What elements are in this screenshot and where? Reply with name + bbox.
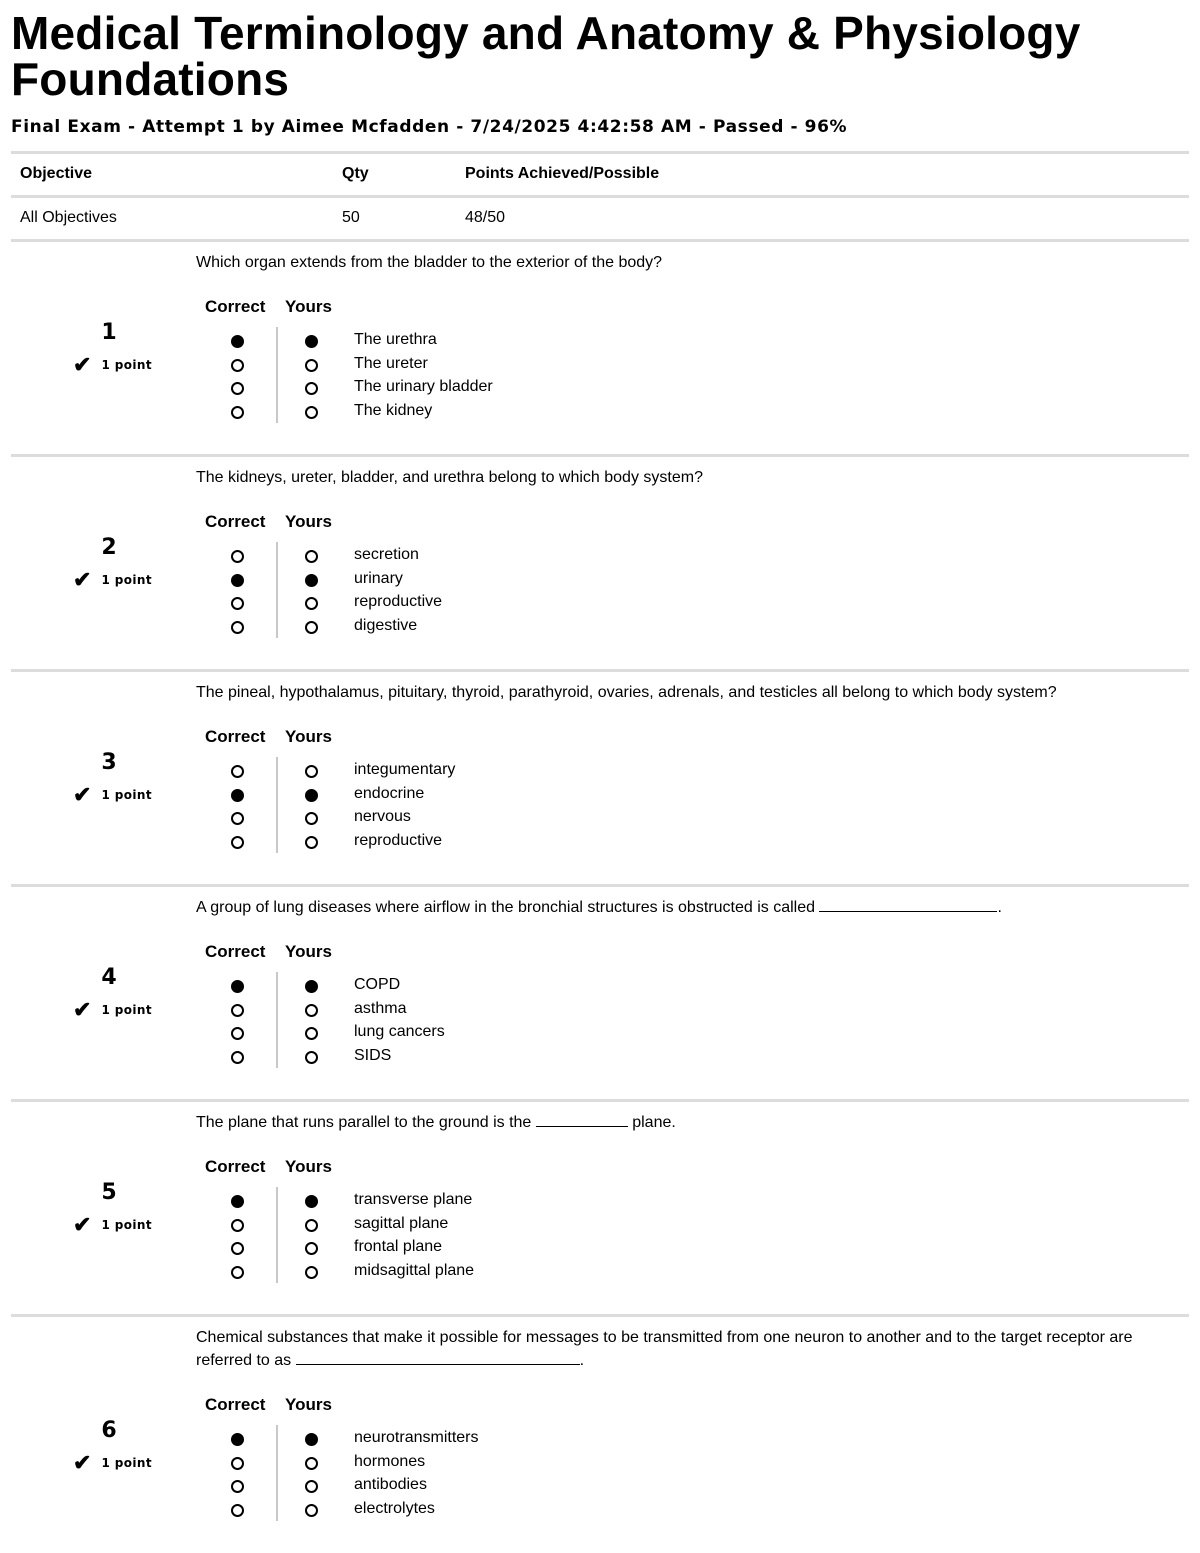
correct-radio xyxy=(231,1504,244,1517)
answer-text: integumentary xyxy=(354,761,456,778)
correct-radio xyxy=(231,1457,244,1470)
correct-radio-selected xyxy=(231,1433,244,1446)
correct-radio xyxy=(231,812,244,825)
yours-radio xyxy=(305,621,318,634)
yours-radio xyxy=(305,1027,318,1040)
question-score xyxy=(73,784,152,806)
correct-radio xyxy=(231,836,244,849)
question-block xyxy=(11,454,1189,669)
yours-column-header: Yours xyxy=(285,727,332,746)
yours-radio xyxy=(305,1504,318,1517)
answer-option xyxy=(196,975,796,999)
correct-radio xyxy=(231,621,244,634)
objective-name: All Objectives xyxy=(20,209,117,226)
answer-list xyxy=(196,975,796,1069)
answer-text: sagittal plane xyxy=(354,1214,449,1232)
yours-column-header: Yours xyxy=(285,512,332,531)
yours-radio xyxy=(305,382,318,395)
answer-text: transverse plane xyxy=(354,1191,473,1208)
question-number: 1 xyxy=(101,320,117,345)
answer-option xyxy=(196,1452,796,1476)
answer-list xyxy=(196,330,796,424)
answer-list xyxy=(196,1190,796,1284)
question-text-part: The pineal, hypothalamus, pituitary, thyroid, parathyroid, ovaries, adrenals, and testicles all belong to which body system? xyxy=(196,684,1057,701)
yours-radio xyxy=(305,1480,318,1493)
objectives-row xyxy=(11,195,1189,239)
correct-radio xyxy=(231,1219,244,1232)
answer-option xyxy=(196,545,796,569)
answer-option xyxy=(196,401,796,425)
yours-column-header: Yours xyxy=(285,1395,332,1414)
points-label: 1 point xyxy=(101,1456,152,1470)
answer-text: COPD xyxy=(354,976,401,993)
correct-column-header: Correct xyxy=(205,1395,266,1414)
answer-list xyxy=(196,760,796,854)
yours-radio xyxy=(305,550,318,563)
yours-radio xyxy=(305,597,318,610)
attempt-summary: Final Exam - Attempt 1 by Aimee Mcfadden - 7/24/2025 4:42:58 AM - Passed - 96% xyxy=(11,117,848,137)
yours-column-header: Yours xyxy=(285,1157,332,1176)
fill-in-blank xyxy=(819,898,997,912)
question-score xyxy=(73,1214,152,1236)
answer-option xyxy=(196,330,796,354)
answer-text: antibodies xyxy=(354,1476,427,1493)
question-number: 4 xyxy=(101,965,117,990)
correct-radio xyxy=(231,382,244,395)
correct-radio-selected xyxy=(231,789,244,802)
checkmark-icon: ✔ xyxy=(73,1450,92,1475)
answer-option xyxy=(196,354,796,378)
yours-radio-selected xyxy=(305,789,318,802)
answer-text: neurotransmitters xyxy=(354,1429,479,1446)
checkmark-icon: ✔ xyxy=(73,1212,92,1237)
answer-option xyxy=(196,1237,796,1261)
points-label: 1 point xyxy=(101,573,152,587)
correct-radio xyxy=(231,1004,244,1017)
answer-text: SIDS xyxy=(354,1046,392,1064)
answer-text: electrolytes xyxy=(354,1499,435,1517)
answer-option xyxy=(196,377,796,401)
question-number: 6 xyxy=(101,1418,117,1443)
correct-radio xyxy=(231,765,244,778)
answer-text: reproductive xyxy=(354,593,443,610)
answer-text: hormones xyxy=(354,1452,426,1470)
answer-option xyxy=(196,1190,796,1214)
points-label: 1 point xyxy=(101,358,152,372)
answer-option xyxy=(196,569,796,593)
correct-radio xyxy=(231,359,244,372)
correct-column-header: Correct xyxy=(205,942,266,961)
answer-option xyxy=(196,1214,796,1238)
answer-text: endocrine xyxy=(354,784,425,802)
question-number: 5 xyxy=(101,1180,117,1205)
checkmark-icon: ✔ xyxy=(73,782,92,807)
yours-radio-selected xyxy=(305,1433,318,1446)
question-score xyxy=(73,999,152,1021)
correct-radio-selected xyxy=(231,980,244,993)
correct-radio-selected xyxy=(231,574,244,587)
question-text-part: The kidneys, ureter, bladder, and urethra belong to which body system? xyxy=(196,469,703,486)
question-text xyxy=(196,896,1186,919)
answer-text: lung cancers xyxy=(354,1023,445,1040)
yours-radio xyxy=(305,359,318,372)
answer-text: digestive xyxy=(354,616,418,634)
answer-text: asthma xyxy=(354,999,407,1017)
question-block xyxy=(11,1314,1189,1544)
question-text-part: . xyxy=(579,1352,585,1369)
answer-option xyxy=(196,999,796,1023)
points-label: 1 point xyxy=(101,1218,152,1232)
question-number: 3 xyxy=(101,750,117,775)
answer-option xyxy=(196,784,796,808)
answer-text: The kidney xyxy=(354,401,433,419)
question-text-part: . xyxy=(997,899,1002,916)
answer-text: midsagittal plane xyxy=(354,1261,475,1279)
question-number: 2 xyxy=(101,535,117,560)
answer-option xyxy=(196,1428,796,1452)
objectives-header-row xyxy=(11,151,1189,195)
answer-text: secretion xyxy=(354,546,419,563)
yours-radio xyxy=(305,1242,318,1255)
yours-radio xyxy=(305,1457,318,1470)
yours-column-header: Yours xyxy=(285,942,332,961)
question-text xyxy=(196,466,1186,489)
question-block xyxy=(11,669,1189,884)
yours-radio-selected xyxy=(305,574,318,587)
answer-option xyxy=(196,831,796,855)
correct-column-header: Correct xyxy=(205,727,266,746)
correct-radio xyxy=(231,550,244,563)
question-text-part: Chemical substances that make it possible for messages to be transmitted from one neuron to another and to the target receptor are referred to as xyxy=(196,1329,1133,1369)
yours-column-header: Yours xyxy=(285,297,332,316)
exam-title: Medical Terminology and Anatomy & Physiology Foundations xyxy=(11,7,1081,105)
correct-radio xyxy=(231,1242,244,1255)
yours-radio-selected xyxy=(305,335,318,348)
objective-points: 48/50 xyxy=(465,209,506,226)
yours-radio xyxy=(305,812,318,825)
question-block xyxy=(11,884,1189,1099)
answer-option xyxy=(196,616,796,640)
checkmark-icon: ✔ xyxy=(73,352,92,377)
points-column-header: Points Achieved/Possible xyxy=(465,165,660,182)
answer-text: urinary xyxy=(354,569,403,587)
correct-radio-selected xyxy=(231,1195,244,1208)
correct-radio xyxy=(231,1480,244,1493)
question-text xyxy=(196,251,1186,274)
answer-option xyxy=(196,1046,796,1070)
question-score xyxy=(73,569,152,591)
fill-in-blank xyxy=(296,1351,580,1365)
answer-text: The urinary bladder xyxy=(354,378,493,395)
yours-radio-selected xyxy=(305,1195,318,1208)
points-label: 1 point xyxy=(101,1003,152,1017)
question-text xyxy=(196,681,1186,704)
answer-option xyxy=(196,807,796,831)
question-text-part: The plane that runs parallel to the ground is the xyxy=(196,1114,536,1131)
question-text xyxy=(196,1111,1186,1134)
answer-option xyxy=(196,1022,796,1046)
answer-text: The ureter xyxy=(354,354,428,372)
objective-column-header: Objective xyxy=(20,165,93,182)
answer-option xyxy=(196,1261,796,1285)
checkmark-icon: ✔ xyxy=(73,997,92,1022)
question-list xyxy=(11,239,1189,1544)
yours-radio xyxy=(305,1219,318,1232)
correct-column-header: Correct xyxy=(205,297,266,316)
question-score xyxy=(73,354,152,376)
correct-radio xyxy=(231,1027,244,1040)
correct-radio xyxy=(231,1051,244,1064)
answer-text: reproductive xyxy=(354,831,443,849)
answer-option xyxy=(196,1499,796,1523)
answer-option xyxy=(196,760,796,784)
answer-text: The urethra xyxy=(354,331,437,348)
question-text xyxy=(196,1326,1186,1372)
question-text-part: Which organ extends from the bladder to the exterior of the body? xyxy=(196,254,663,271)
question-block xyxy=(11,239,1189,454)
correct-radio xyxy=(231,1266,244,1279)
question-block xyxy=(11,1099,1189,1314)
answer-option xyxy=(196,1475,796,1499)
checkmark-icon: ✔ xyxy=(73,567,92,592)
answer-option xyxy=(196,592,796,616)
qty-column-header: Qty xyxy=(342,165,369,182)
points-label: 1 point xyxy=(101,788,152,802)
yours-radio xyxy=(305,765,318,778)
correct-radio xyxy=(231,597,244,610)
answer-list xyxy=(196,1428,796,1522)
objective-qty: 50 xyxy=(342,209,360,226)
question-text-part: A group of lung diseases where airflow in the bronchial structures is obstructed is called xyxy=(196,899,820,916)
objectives-table xyxy=(11,151,1189,239)
yours-radio xyxy=(305,836,318,849)
correct-radio-selected xyxy=(231,335,244,348)
question-text-part: plane. xyxy=(627,1114,676,1131)
fill-in-blank xyxy=(536,1113,628,1127)
answer-list xyxy=(196,545,796,639)
correct-radio xyxy=(231,406,244,419)
correct-column-header: Correct xyxy=(205,1157,266,1176)
yours-radio xyxy=(305,1004,318,1017)
question-score xyxy=(73,1452,152,1474)
answer-text: nervous xyxy=(354,808,411,825)
answer-text: frontal plane xyxy=(354,1238,443,1255)
yours-radio xyxy=(305,406,318,419)
yours-radio xyxy=(305,1051,318,1064)
yours-radio-selected xyxy=(305,980,318,993)
yours-radio xyxy=(305,1266,318,1279)
correct-column-header: Correct xyxy=(205,512,266,531)
